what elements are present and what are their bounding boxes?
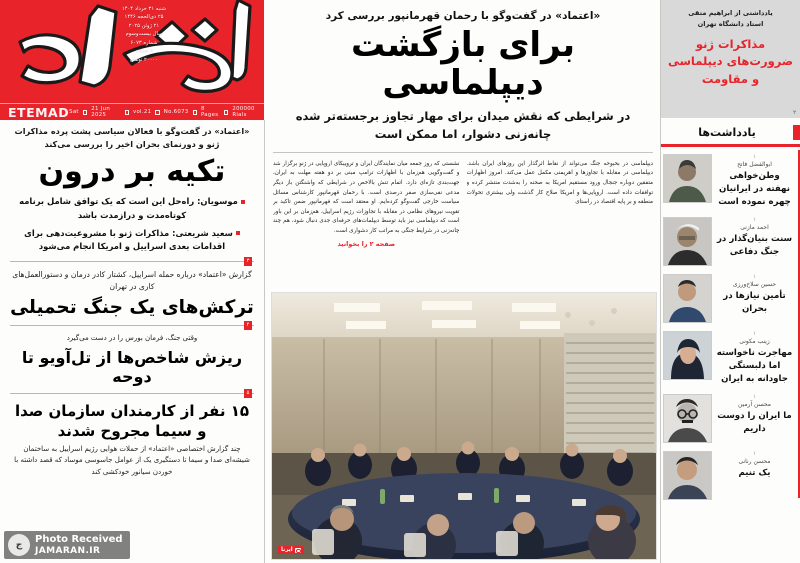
story4-caption: چند گزارش اختصاصی «اعتماد» از حملات هوایی رژیم اسراییل به ساختمان شیشه‌ای صدا و سیما تا دستگیری یک از عوامل جاسوسی موساد که قصد داشته با خوردن سیانور خودکشی کند xyxy=(14,445,250,476)
date-line-3: سال بیست‌و‌سوم xyxy=(125,31,163,38)
list-item[interactable] xyxy=(661,327,796,390)
avatar xyxy=(663,217,712,266)
masthead-meta xyxy=(69,106,264,118)
watermark-text xyxy=(35,534,123,556)
list-item[interactable] xyxy=(661,150,796,213)
right-sidebar xyxy=(661,0,800,563)
date-line-5: ۸ صفحه xyxy=(135,48,153,55)
list-item[interactable] xyxy=(661,213,796,270)
left-bullet-text: سعید شریعتی: مذاکرات ژنو با مشروعیت‌دهی برای اقدامات بعدی اسراییل و امریکا انجام می‌شود xyxy=(24,227,233,252)
note-text xyxy=(716,217,793,259)
meta-separator-icon xyxy=(193,110,197,115)
avatar xyxy=(663,331,712,380)
lead-photo xyxy=(271,292,657,560)
masthead-info-bar xyxy=(0,103,264,120)
left-bullet-item xyxy=(10,195,254,222)
page-tag: ۳ xyxy=(244,257,252,266)
meta-separator-icon xyxy=(83,110,87,115)
note-author: ابوالفضل فاتح xyxy=(737,160,772,168)
note-number: ۱ xyxy=(753,216,756,223)
left-column xyxy=(0,120,264,563)
notes-section-header xyxy=(661,125,800,140)
note-title[interactable]: سنت بنیان‌گذار در جنگ دفاعی xyxy=(716,233,793,257)
note-number: ۱ xyxy=(753,450,756,457)
list-item[interactable] xyxy=(661,447,796,504)
jamaran-logo-icon: ج xyxy=(8,534,30,556)
featured-note-title[interactable]: مذاکرات ژنو ضرورت‌های دیپلماسی و مقاومت xyxy=(667,37,793,86)
read-more-link[interactable]: صفحه ۲ را بخوانید xyxy=(337,239,396,248)
story3-headline[interactable]: ریزش شاخص‌ها از تل‌آویو تا دوحه xyxy=(21,347,243,386)
bullet-square-icon xyxy=(236,231,240,235)
photo-credit-text: ایرنا xyxy=(281,547,293,553)
note-number: ۱ xyxy=(753,393,756,400)
note-author: محسن رنانی xyxy=(738,457,771,465)
note-author: محسن آرمین xyxy=(737,400,772,408)
note-text xyxy=(716,154,793,209)
date-line-4: شماره ۶۰۷۳ xyxy=(130,39,158,46)
lead-headline[interactable]: برای بازگشت دیپلماسی xyxy=(350,25,576,104)
left-bullet-item xyxy=(10,227,254,254)
camera-icon xyxy=(295,548,301,553)
photo-received-watermark xyxy=(4,531,130,559)
date-line-1: ۲۵ ذی‌الحجه ۱۴۴۶ xyxy=(124,14,164,21)
note-text xyxy=(716,274,793,316)
masthead-date-block xyxy=(108,5,180,64)
note-title[interactable]: تأمین نیازها در بحران xyxy=(723,290,786,314)
column-divider xyxy=(264,120,265,563)
note-title[interactable]: ما ایران را دوست داریم xyxy=(717,410,792,434)
meta-separator-icon xyxy=(224,110,228,115)
list-item[interactable] xyxy=(661,390,796,447)
meeting-room-illustration xyxy=(272,293,656,559)
date-line-6: ۲۰۰۰۰ تومان xyxy=(130,56,158,63)
body-text-right: دیپلماسی در بحبوحه جنگ می‌تواند از نقاط اثرگذار این روزهای ایران باشد. دیپلماسی در مقابله با تجاوزها و اهریمنی مکمل عمل می‌کند. امروز اظهارات متفقین دوباره جنجال ورود مستقیم امریکا به صحنه را به‌شدت منتشر کرده و توافقات داده است. اروپایی‌ها و امریکا صلاح کار گذشت ولی بیشتری تحولات منطقه و بر پایه اقتصاد در راستای xyxy=(466,160,653,206)
avatar xyxy=(663,394,712,443)
note-author: حسین سلاح‌ورزی xyxy=(732,280,777,288)
watermark-line-1: Photo Received xyxy=(35,534,123,546)
notes-list xyxy=(661,150,800,504)
note-author: احمد مازنی xyxy=(740,223,769,231)
note-text xyxy=(716,331,793,386)
meta-day: Sat xyxy=(69,109,79,115)
featured-note[interactable] xyxy=(661,0,800,118)
watermark-line-2: JAMARAN.IR xyxy=(35,545,101,556)
note-text xyxy=(716,394,793,436)
center-column xyxy=(267,0,659,563)
left-bullet-text: موسویان: راه‌حل این است که یک توافق شامل برنامه کوتاه‌مدت و دراز‌مدت باشد xyxy=(19,196,238,221)
body-column-right xyxy=(467,160,654,250)
section-underline xyxy=(661,144,800,147)
story3-kicker: وقتی جنگ، فرمان بورس را در دست می‌گیرد xyxy=(66,334,198,343)
featured-note-byline-2: استاد دانشگاه تهران xyxy=(697,19,764,28)
lead-rule xyxy=(273,152,653,153)
list-item[interactable] xyxy=(661,270,796,327)
section-marker-icon xyxy=(793,125,800,140)
body-column-left xyxy=(273,160,460,250)
meta-volume: vol.21 xyxy=(132,109,152,115)
meta-price: 200000 Rials xyxy=(232,106,255,118)
meta-date: 21 Jun 2025 xyxy=(91,106,111,118)
section-rule xyxy=(10,389,254,396)
note-text xyxy=(716,451,793,480)
page-tag: ۵ xyxy=(244,389,252,398)
bullet-square-icon xyxy=(241,200,245,204)
story2-headline[interactable]: ترکش‌های یک جنگ تحمیلی xyxy=(10,297,254,319)
photo-credit-badge xyxy=(278,546,304,554)
meta-separator-icon xyxy=(155,110,159,115)
note-title[interactable]: یک تنیم xyxy=(738,467,771,478)
avatar xyxy=(663,154,712,203)
left-story-kicker: «اعتماد» در گفت‌وگو با فعالان سیاسی پشت پرده مذاکرات ژنو و دورنمای بحران اخیر را بررسی می‌کند xyxy=(14,126,250,149)
date-line-0: شنبه ۳۱ خرداد ۱۴۰۴ xyxy=(121,6,167,12)
date-line-2: ۲۱ ژوئن ۲۰۲۵ xyxy=(128,22,160,29)
note-number: ۱ xyxy=(753,273,756,280)
note-number: ۱ xyxy=(753,330,756,337)
featured-note-byline-1: یادداشتی از ابراهیم متقی xyxy=(688,9,773,17)
story2-kicker: گزارش «اعتماد» درباره حمله اسراییل، کشتار کادر درمان و دستورالعمل‌های کاری در تهران xyxy=(12,269,252,292)
meta-pages: 8 Pages xyxy=(201,106,219,118)
masthead xyxy=(0,0,264,120)
note-author: زینب مکونی xyxy=(739,337,770,345)
lead-body xyxy=(267,157,659,250)
notes-section-title: یادداشت‌ها xyxy=(698,126,756,139)
featured-note-page: ۲ xyxy=(793,110,796,116)
page-tag: ۴ xyxy=(244,321,252,330)
etemad-wordmark: ETEMAD xyxy=(8,104,70,120)
note-number: ۱ xyxy=(753,153,756,160)
story4-headline[interactable]: ۱۵ نفر از کارمندان سازمان صدا و سیما مجروح شدند xyxy=(14,401,249,440)
avatar xyxy=(663,451,712,500)
avatar xyxy=(663,274,712,323)
section-rule xyxy=(10,322,254,329)
meta-separator-icon xyxy=(125,110,129,115)
lead-kicker: «اعتماد» در گفت‌وگو با رحمان قهرمانپور بررسی کرد xyxy=(325,10,601,22)
lead-subheadline: در شرایطی که نقش میدان برای مهار تجاوز برجسته‌تر شده چانه‌زنی دشوار، اما ممکن است xyxy=(295,109,631,141)
section-rule xyxy=(10,257,254,264)
meta-number: No.6073 xyxy=(163,109,189,115)
body-text-left: نشستی که روز جمعه میان نمایندگان ایران و تروییکای اروپایی در ژنو برگزار شد و گفت‌وگویی هم‌زمان با اظهارات ترامپ مبنی بر دو هفته مهلت به ایران، جهت‌بندی تازه‌ای دارد. اتمام تنش بالاخص در شرایطی که واشنگتن باز دیگر مدعی نفی‌سازی صفر درصدی است. با رحمان قهرمانپور کارشناس مسائل سیاست خارجی گفت‌وگو کرده‌ایم. او معتقد است که فهرمانپور ضمن تاکید بر تقویت نیروهای نظامی در مقابله با تجاوزات رژیم اسراییل، هم‌زمان بر این باور است که دیپلماسی نیز باید توسط دیپلمات‌های حرفه‌ای جدی دنبال شود، هم چند چانه‌زنی در شرایط جنگی به مراتب کار دشواری است. xyxy=(273,160,460,235)
note-title[interactable]: مهاجرت ناخواسته اما دلبستگی جاودانه به ایران xyxy=(716,347,793,384)
note-title[interactable]: وطن‌خواهی نهفته در ایرانیان چهره نموده است xyxy=(718,170,791,207)
left-story-headline[interactable]: تکیه بر درون xyxy=(38,154,226,190)
